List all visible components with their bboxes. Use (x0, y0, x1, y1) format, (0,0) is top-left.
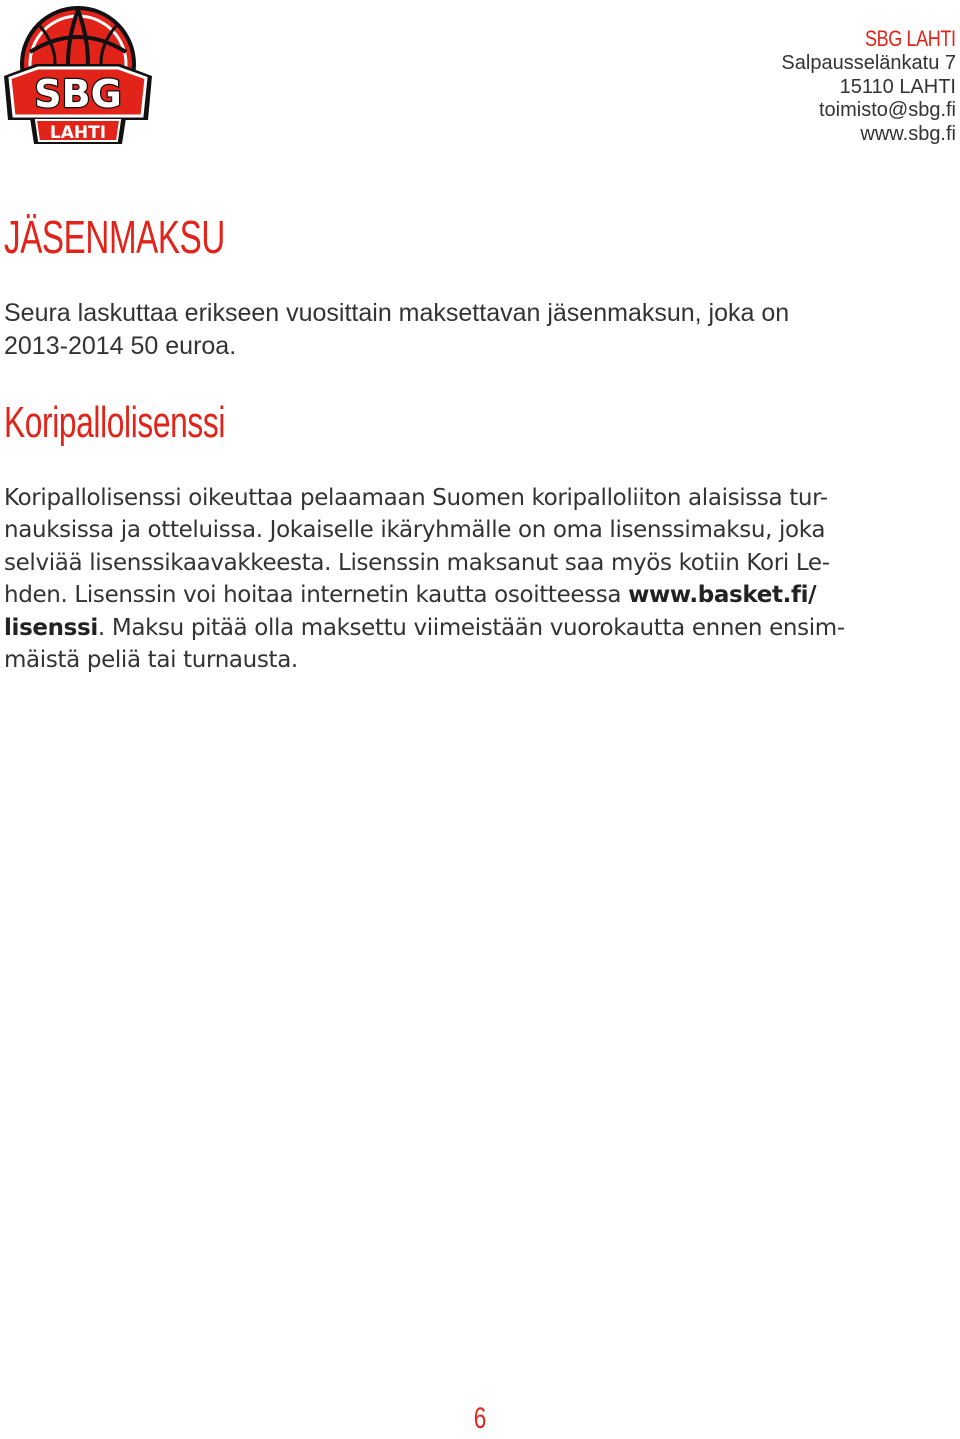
club-name: SBG LAHTI (865, 26, 956, 51)
license-text-line-4-start: hden. Lisenssin voi hoitaa internetin kautta osoitteessa (4, 582, 629, 609)
membership-text (4, 297, 904, 363)
basketball-logo-icon (0, 2, 156, 150)
license-url-part-1[interactable]: www.basket.fi/ (628, 582, 817, 609)
license-text-line-6: mäistä peliä tai turnausta. (4, 647, 298, 674)
logo-text-sub: LAHTI (49, 123, 107, 143)
club-logo (0, 2, 156, 150)
license-title: Koripallolisenssi (4, 398, 226, 447)
website-link[interactable]: www.sbg.fi (860, 122, 956, 145)
membership-text-line-2: 2013-2014 50 euroa. (4, 332, 237, 360)
license-text-line-3: selviää lisenssikaavakkeesta. Lisenssin maksanut saa myös kotiin Kori Le- (4, 549, 830, 576)
logo-text-main: SBG (34, 72, 122, 116)
license-text-line-1: Koripallolisenssi oikeuttaa pelaamaan Suomen koripalloliiton alaisissa tur- (4, 485, 828, 511)
email-link[interactable]: toimisto@sbg.fi (818, 99, 956, 121)
membership-title: JÄSENMAKSU (4, 211, 225, 263)
license-url-part-2[interactable]: lisenssi (4, 614, 98, 641)
postal-line: 15110 LAHTI (839, 75, 956, 98)
address-line: Salpausselänkatu 7 (781, 52, 956, 74)
contact-block (781, 26, 956, 146)
license-text-line-5 (4, 612, 944, 644)
membership-text-line-1: Seura laskuttaa erikseen vuosittain maksettavan jäsenmaksun, joka on (4, 299, 790, 327)
license-text-line-5-end: . Maksu pitää olla maksettu viimeistään vuorokautta ennen ensim- (97, 614, 845, 641)
license-text (4, 482, 944, 676)
license-text-line-2: nauksissa ja otteluissa. Jokaiselle ikäryhmälle on oma lisenssimaksu, joka (4, 517, 826, 544)
page-number: 6 (473, 1402, 487, 1435)
license-text-line-4 (4, 579, 944, 611)
